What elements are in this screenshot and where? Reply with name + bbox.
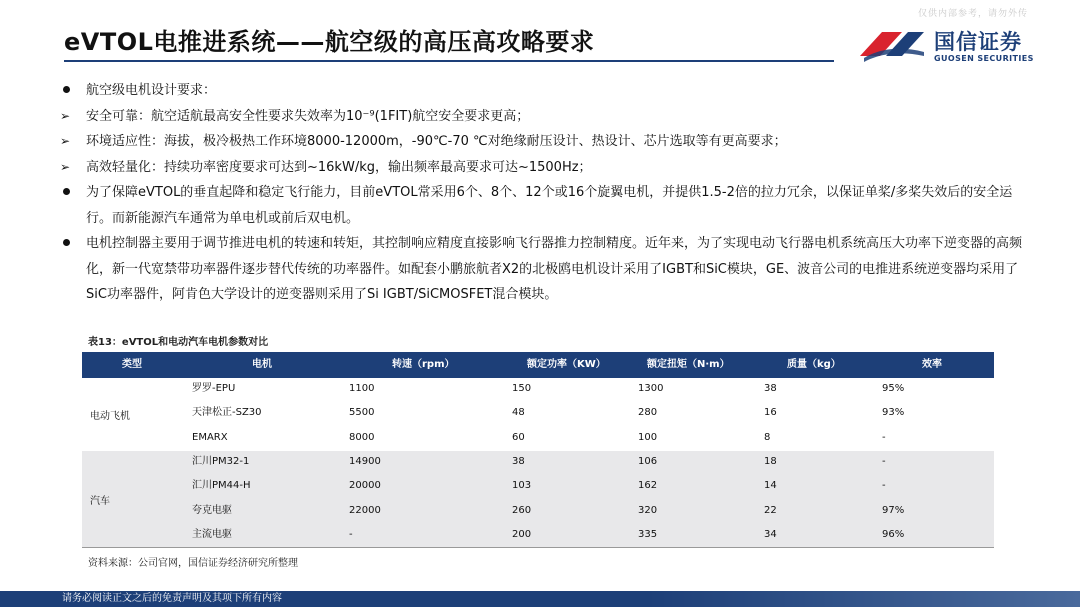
bullet-item [62,180,1022,231]
cell-power: 260 [512,504,532,516]
page-title: eVTOL电推进系统——航空级的高压高攻略要求 [64,28,595,56]
cell-torque: 280 [638,407,658,419]
group-label: 汽车 [90,496,110,507]
guosen-logo-icon [858,26,928,62]
cell-torque: 162 [638,480,658,492]
source-note: 资料来源：公司官网，国信证券经济研究所整理 [88,558,298,569]
header-mass: 质量（kg） [787,359,841,370]
cell-efficiency: 96% [882,528,905,540]
sub-item [62,155,1022,181]
cell-motor: 汇川PM32-1 [192,455,250,467]
bullet-item [62,231,1022,308]
sub-item-text: 环境适应性：海拔，极冷极热工作环境8000-12000m，-90℃-70 ℃对绝缘耐压设计、热设计、芯片选取等有更高要求； [86,134,787,149]
content-body [62,78,1022,308]
title-divider [64,60,834,62]
header-motor: 电机 [252,359,272,370]
cell-efficiency: - [882,431,886,443]
cell-speed: 1100 [349,383,375,394]
cell-motor: EMARX [192,431,228,443]
cell-mass: 34 [764,528,777,540]
sub-item-text: 高效轻量化：持续功率密度要求可达到~16kW/kg，输出频率最高要求可达~1500Hz； [86,159,592,175]
arrow-bullet-icon: ➢ [60,108,71,123]
cell-efficiency: - [882,455,886,467]
cell-mass: 14 [764,480,777,492]
cell-mass: 38 [764,383,777,394]
header-speed: 转速（rpm） [392,359,455,370]
cell-speed: 20000 [349,480,381,492]
header-efficiency: 效率 [922,359,942,370]
cell-motor: 主流电驱 [192,528,232,540]
sub-item-text: 安全可靠：航空适航最高安全性要求失效率为10⁻⁹(1FIT)航空安全要求更高； [86,108,530,124]
cell-torque: 335 [638,528,658,540]
cell-speed: 14900 [349,455,381,467]
bullet-dot-icon [62,180,82,206]
sub-item [62,129,1022,155]
cell-efficiency: 93% [882,407,905,419]
sub-item [62,104,1022,130]
cell-mass: 8 [764,431,771,443]
header-power: 额定功率（KW） [527,359,606,370]
bullet-item [62,78,1022,104]
cell-torque: 100 [638,431,658,443]
cell-motor: 天津松正-SZ30 [192,407,262,419]
cell-motor: 罗罗-EPU [192,383,236,394]
table-caption: 表13：eVTOL和电动汽车电机参数对比 [88,337,269,348]
brand-name-en: GUOSEN SECURITIES [934,54,1034,63]
cell-motor: 汇川PM44-H [192,480,251,492]
cell-mass: 18 [764,455,777,467]
cell-efficiency: - [882,480,886,492]
cell-speed: 8000 [349,431,375,443]
cell-power: 48 [512,407,525,419]
cell-speed: 5500 [349,407,375,419]
cell-mass: 22 [764,504,777,516]
cell-power: 150 [512,383,532,394]
cell-mass: 16 [764,407,777,419]
footer-disclaimer: 请务必阅读正文之后的免责声明及其项下所有内容 [62,593,282,604]
cell-motor: 夸克电驱 [192,504,232,516]
table-header-row [82,352,994,378]
header-torque: 额定扭矩（N·m） [647,359,730,370]
cell-power: 103 [512,480,532,492]
arrow-bullet-icon: ➢ [60,159,71,174]
bullet-text: 为了保障eVTOL的垂直起降和稳定飞行能力，目前eVTOL常采用6个、8个、12个或16个旋翼电机，并提供1.5-2倍的拉力冗余，以保证单桨/多桨失效后的安全运行。而新能源汽车通常为单电机或前后双电机。 [86,185,1013,226]
cell-power: 200 [512,528,532,540]
brand-name-cn: 国信证券 [934,30,1022,54]
cell-speed: 22000 [349,504,381,516]
cell-torque: 320 [638,504,658,516]
brand-logo [858,22,1038,68]
cell-torque: 106 [638,455,658,467]
group-label: 电动飞机 [90,411,130,422]
arrow-bullet-icon: ➢ [60,134,71,148]
cell-efficiency: 97% [882,504,905,516]
bullet-text: 电机控制器主要用于调节推进电机的转速和转矩，其控制响应精度直接影响飞行器推力控制精度。近年来，为了实现电动飞行器电机系统高压大功率下逆变器的高频化，新一代宽禁带功率器件逐步替代传统的功率器件。如配套小鹏旅航者X2的北极鸥电机设计采用了IGBT和SiC模块，GE、波音公司的电推进系统逆变器均采用了SiC功率器件，阿肯色大学设计的逆变器则采用了Si IGBT/SiCMOSFET混合模块。 [86,236,1023,302]
footer-bar [0,591,1080,607]
watermark: 仅供内部参考，请勿外传 [917,9,1028,19]
bullet-dot-icon [62,78,82,104]
cell-speed: - [349,528,353,540]
table-bottom-border [82,547,994,548]
cell-efficiency: 95% [882,383,905,394]
cell-power: 38 [512,455,525,467]
header-type: 类型 [122,359,142,370]
cell-torque: 1300 [638,383,664,394]
bullet-text: 航空级电机设计要求： [86,83,217,98]
comparison-table [82,352,994,548]
cell-power: 60 [512,431,525,443]
bullet-dot-icon [62,231,82,257]
